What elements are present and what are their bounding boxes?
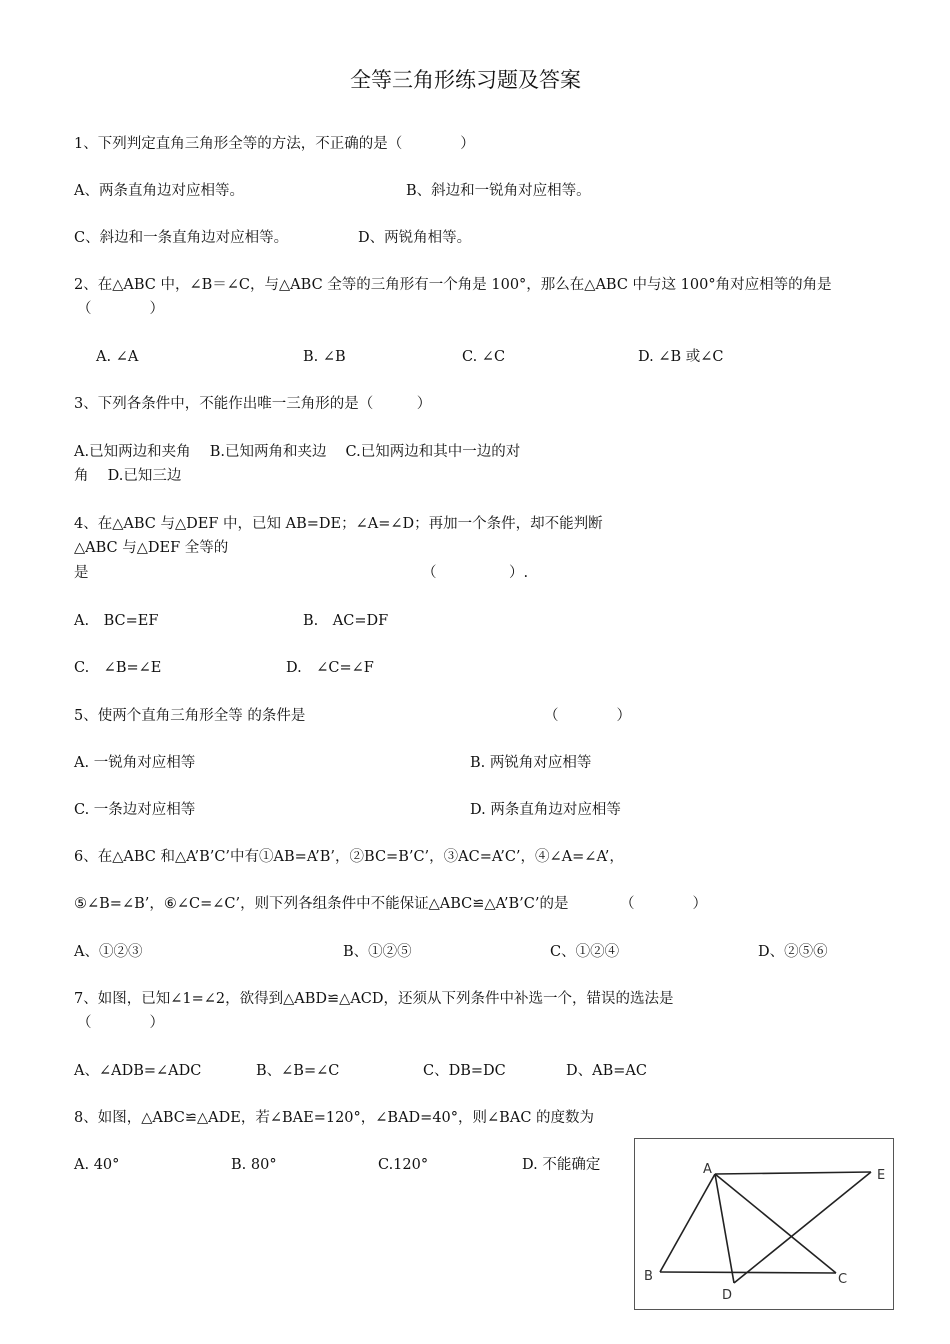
question-3-options-line-2: 角 D.已知三边 [74, 468, 182, 484]
question-2-option-a: A. ∠A [96, 349, 139, 365]
question-5-option-d: D. 两条直角边对应相等 [470, 802, 621, 818]
vertex-label-a: A [703, 1162, 712, 1177]
segment-ac [715, 1174, 836, 1273]
segment-ab [660, 1174, 715, 1272]
vertex-label-d: D [722, 1288, 733, 1303]
question-1-stem: 1、下列判定直角三角形全等的方法，不正确的是（ ） [74, 136, 475, 152]
segment-de [734, 1172, 871, 1283]
vertex-label-b: B [644, 1269, 653, 1284]
triangle-diagram [635, 1139, 893, 1309]
segment-ae [715, 1172, 871, 1174]
question-4-option-b: B. AC=DF [303, 613, 389, 629]
question-6-option-d: D、②⑤⑥ [758, 944, 828, 960]
question-7-option-d: D、AB=AC [566, 1063, 647, 1079]
segment-ad [715, 1174, 734, 1283]
page-title: 全等三角形练习题及答案 [350, 68, 581, 92]
question-1-option-b: B、斜边和一锐角对应相等。 [406, 183, 591, 199]
question-5-option-c: C. 一条边对应相等 [74, 802, 196, 818]
question-7-stem: 7、如图，已知∠1=∠2，欲得到△ABD≌△ACD，还须从下列条件中补选一个，错误的选法是 [74, 991, 674, 1007]
question-1-option-c: C、斜边和一条直角边对应相等。 [74, 230, 289, 246]
question-6-option-b: B、①②⑤ [343, 944, 412, 960]
question-3-stem: 3、下列各条件中，不能作出唯一三角形的是（ ） [74, 396, 432, 412]
question-6-answer-paren: （ ） [620, 896, 707, 912]
question-2-option-c: C. ∠C [462, 349, 506, 365]
question-6-option-c: C、①②④ [550, 944, 620, 960]
question-3-options-line-1: A.已知两边和夹角 B.已知两角和夹边 C.已知两边和其中一边的对 [74, 444, 521, 460]
question-8-stem: 8、如图，△ABC≌△ADE，若∠BAE=120°，∠BAD=40°，则∠BAC 的度数为 [74, 1110, 595, 1126]
question-5-option-b: B. 两锐角对应相等 [470, 755, 592, 771]
question-7-answer-paren: （ ） [77, 1015, 164, 1031]
vertex-label-c: C [838, 1272, 848, 1287]
question-2-option-b: B. ∠B [303, 349, 346, 365]
question-4-option-a: A. BC=EF [74, 613, 159, 629]
question-2-answer-paren: （ ） [77, 301, 164, 317]
question-5-answer-paren: （ ） [544, 708, 631, 724]
question-8-option-a: A. 40° [74, 1157, 120, 1173]
question-1-option-d: D、两锐角相等。 [358, 230, 472, 246]
question-4-stem-line-3: 是 [74, 565, 89, 581]
question-2-stem: 2、在△ABC 中，∠B＝∠C，与△ABC 全等的三角形有一个角是 100°，那么在△ABC 中与这 100°角对应相等的角是 [74, 277, 832, 293]
question-6-stem-line-2: ⑤∠B=∠B’，⑥∠C=∠C’，则下列各组条件中不能保证△ABC≌△A’B’C’的是 [74, 896, 569, 912]
question-1-option-a: A、两条直角边对应相等。 [74, 183, 244, 199]
question-8-option-c: C.120° [378, 1157, 429, 1173]
question-7-option-b: B、∠B=∠C [256, 1063, 340, 1079]
question-4-stem-line-2: △ABC 与△DEF 全等的 [74, 540, 229, 556]
question-8-option-b: B. 80° [231, 1157, 277, 1173]
question-2-option-d: D. ∠B 或∠C [638, 349, 724, 365]
question-8-option-d: D. 不能确定 [522, 1157, 601, 1173]
question-6-option-a: A、①②③ [74, 944, 143, 960]
vertex-label-e: E [877, 1168, 886, 1183]
question-4-answer-paren: （ ）. [422, 565, 529, 581]
question-7-option-a: A、∠ADB=∠ADC [74, 1063, 202, 1079]
question-7-option-c: C、DB=DC [423, 1063, 506, 1079]
triangle-figure [634, 1138, 894, 1310]
question-6-stem-line-1: 6、在△ABC 和△A’B’C’中有①AB=A’B’，②BC=B’C’，③AC=A’C’，④∠A=∠A’， [74, 849, 624, 865]
question-4-stem-line-1: 4、在△ABC 与△DEF 中，已知 AB=DE；∠A=∠D；再加一个条件，却不能判断 [74, 516, 603, 532]
question-5-stem: 5、使两个直角三角形全等 的条件是 [74, 708, 306, 724]
question-5-option-a: A. 一锐角对应相等 [74, 755, 196, 771]
question-4-option-c: C. ∠B=∠E [74, 660, 162, 676]
question-4-option-d: D. ∠C=∠F [286, 660, 374, 676]
